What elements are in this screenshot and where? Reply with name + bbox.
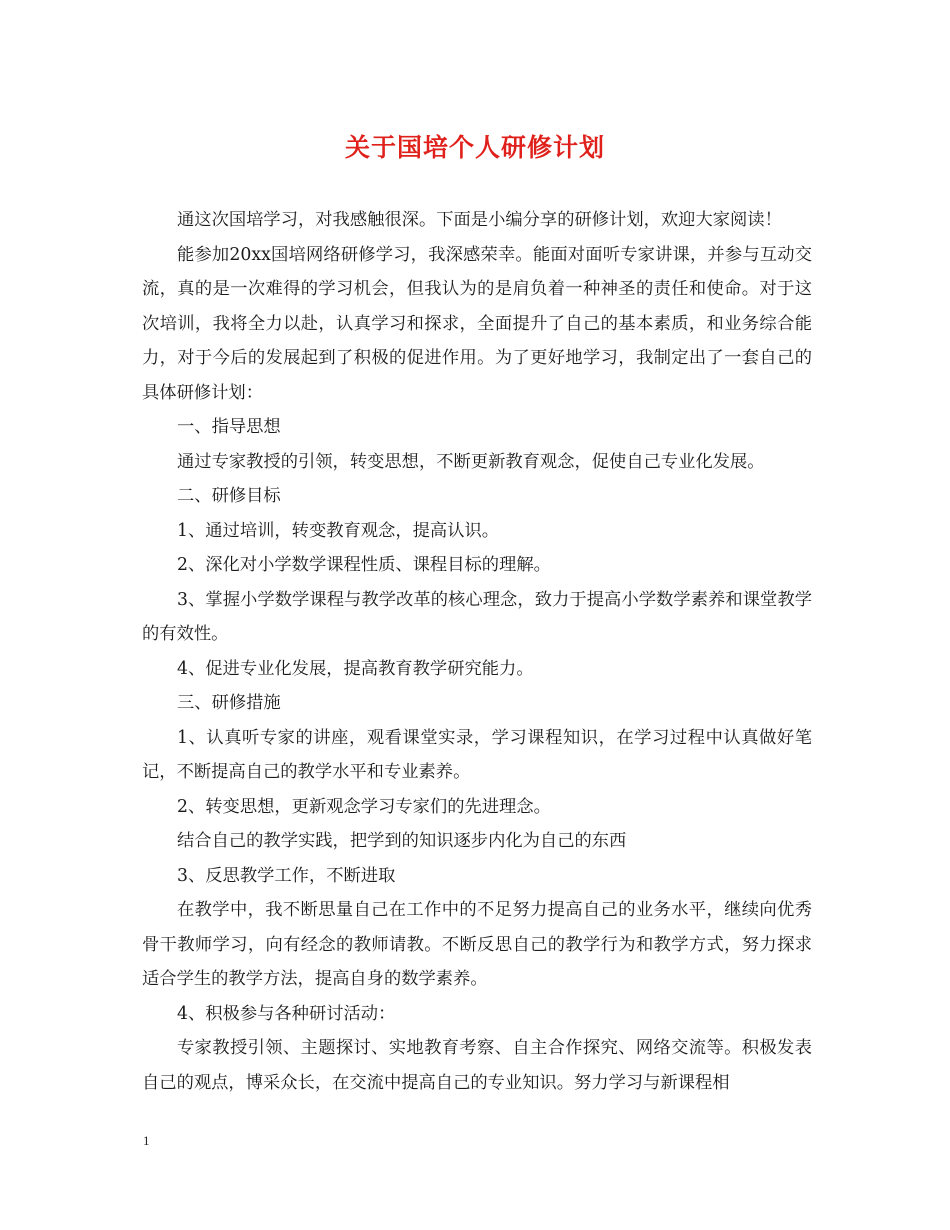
- goal-item-2: 2、深化对小学数学课程性质、课程目标的理解。: [177, 555, 551, 575]
- measure-item-4-detail: 专家教授引领、主题探讨、实地教育考察、自主合作探究、网络交流等。积极发表自己的观点，博采众长，在交流中提高自己的专业知识。努力学习与新课程相: [142, 1038, 812, 1093]
- goal-item-1: 1、通过培训，转变教育观念，提高认识。: [177, 520, 500, 541]
- paragraph-guiding-thought: 通过专家教授的引领，转变思想，不断更新教育观念，促使自己专业化发展。: [177, 451, 765, 472]
- measure-item-1: 1、认真听专家的讲座，观看课堂实录，学习课程知识，在学习过程中认真做好笔记，不断提高自己的教学水平和专业素养。: [142, 727, 812, 782]
- measure-item-3-detail: 在教学中，我不断思量自己在工作中的不足努力提高自己的业务水平，继续向优秀骨干教师学习，向有经念的教师请教。不断反思自己的教学行为和教学方式，努力探求适合学生的教学方法，提高自身的数学素养。: [142, 900, 812, 989]
- measure-item-4: 4、积极参与各种研讨活动：: [177, 1003, 396, 1024]
- section-heading-goals: 二、研修目标: [177, 486, 281, 506]
- paragraph-intro: 通这次国培学习，对我感触很深。下面是小编分享的研修计划，欢迎大家阅读！: [177, 210, 782, 230]
- document-title: 关于国培个人研修计划: [344, 133, 605, 162]
- goal-item-4: 4、促进专业化发展，提高教育教学研究能力。: [177, 658, 534, 679]
- page-number: 1: [143, 1133, 150, 1148]
- section-heading-guiding-thought: 一、指导思想: [177, 417, 281, 437]
- goal-item-3: 3、掌握小学数学课程与教学改革的核心理念，致力于提高小学数学素养和课堂教学的有效性。: [142, 589, 812, 644]
- measure-item-2-detail: 结合自己的教学实践，把学到的知识逐步内化为自己的东西: [177, 831, 627, 851]
- measure-item-3: 3、反思教学工作，不断进取: [177, 865, 396, 886]
- measure-item-2: 2、转变思想，更新观念学习专家们的先进理念。: [177, 796, 551, 817]
- document-body: [142, 203, 812, 1100]
- paragraph-opening: 能参加20xx国培网络研修学习，我深感荣幸。能面对面听专家讲课，并参与互动交流，真的是一次难得的学习机会，但我认为的是肩负着一种神圣的责任和使命。对于这次培训，我将全力以赴，认真学习和探求，全面提升了自己的基本素质，和业务综合能力，对于今后的发展起到了积极的促进作用。为了更好地学习，我制定出了一套自己的具体研修计划：: [142, 244, 812, 403]
- section-heading-measures: 三、研修措施: [177, 693, 281, 713]
